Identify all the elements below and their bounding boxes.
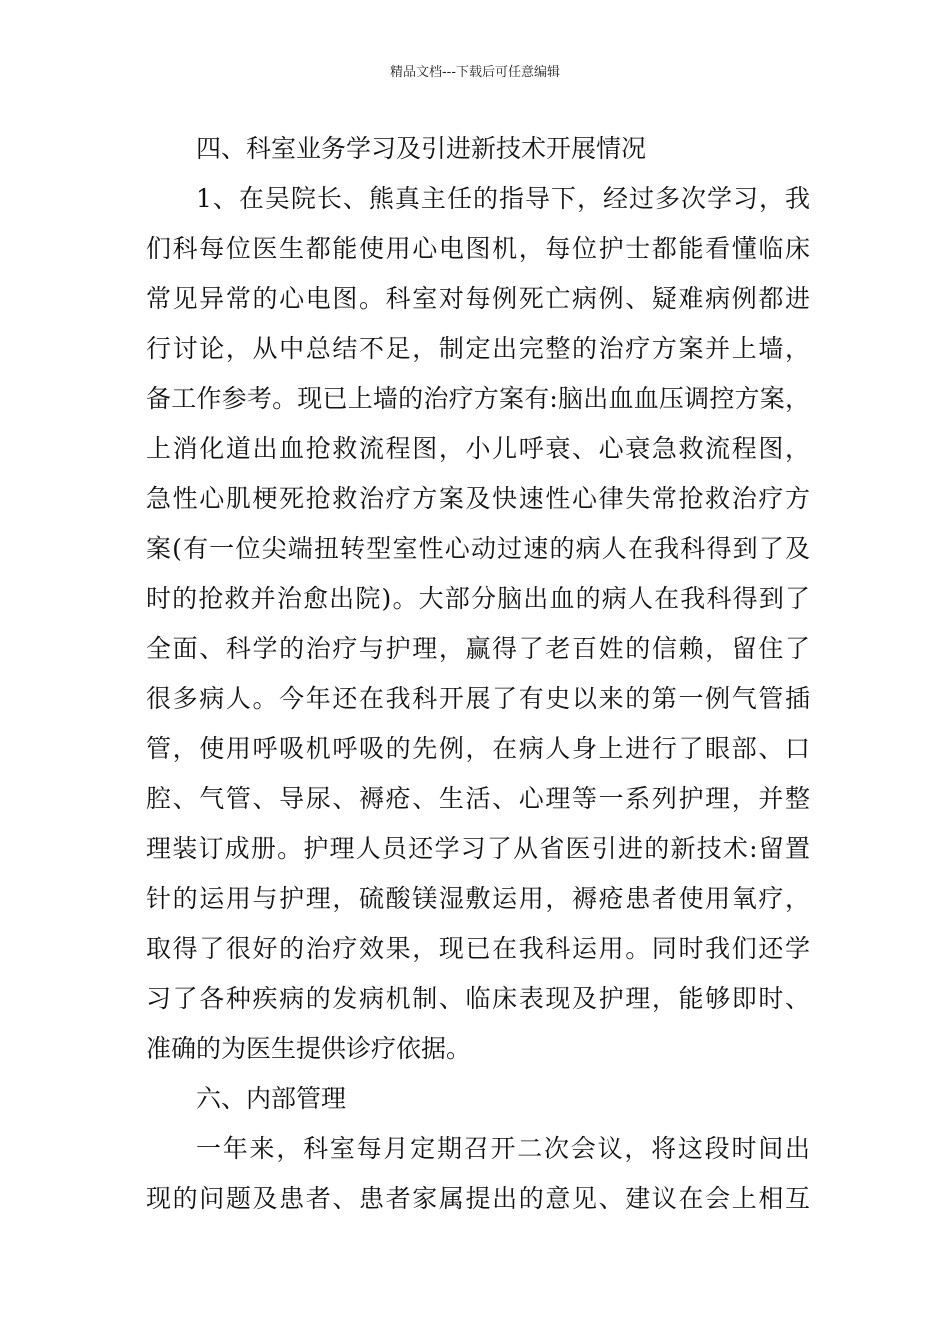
paragraph-line: 们科每位医生都能使用心电图机，每位护士都能看懂临床 xyxy=(146,234,810,263)
paragraph-line: 一年来，科室每月定期召开二次会议，将这段时间出 xyxy=(196,1134,810,1163)
section-heading-6: 六、内部管理 xyxy=(196,1084,347,1113)
page-header: 精品文档---下载后可任意编辑 xyxy=(389,65,561,80)
paragraph-line: 常见异常的心电图。科室对每例死亡病例、疑难病例都进 xyxy=(146,284,810,313)
paragraph-line: 全面、科学的治疗与护理，赢得了老百姓的信赖，留住了 xyxy=(146,634,810,663)
paragraph-line: 案(有一位尖端扭转型室性心动过速的病人在我科得到了及 xyxy=(146,534,810,563)
paragraph-line: 1、在吴院长、熊真主任的指导下，经过多次学习，我 xyxy=(196,184,810,213)
paragraph-line: 习了各种疾病的发病机制、临床表现及护理，能够即时、 xyxy=(146,984,810,1013)
paragraph-line: 管，使用呼吸机呼吸的先例，在病人身上进行了眼部、口 xyxy=(146,734,810,763)
paragraph-line: 很多病人。今年还在我科开展了有史以来的第一例气管插 xyxy=(146,684,810,713)
section-heading-4: 四、科室业务学习及引进新技术开展情况 xyxy=(196,134,647,163)
paragraph-line: 备工作参考。现已上墙的治疗方案有:脑出血血压调控方案， xyxy=(146,384,810,413)
paragraph-line: 现的问题及患者、患者家属提出的意见、建议在会上相互 xyxy=(146,1184,810,1213)
paragraph-line: 急性心肌梗死抢救治疗方案及快速性心律失常抢救治疗方 xyxy=(146,484,810,513)
paragraph-line: 取得了很好的治疗效果，现已在我科运用。同时我们还学 xyxy=(146,934,810,963)
paragraph-line: 行讨论，从中总结不足，制定出完整的治疗方案并上墙， xyxy=(146,334,810,363)
paragraph-line: 上消化道出血抢救流程图，小儿呼衰、心衰急救流程图， xyxy=(146,434,810,463)
document-body xyxy=(146,124,810,1224)
paragraph-line: 腔、气管、导尿、褥疮、生活、心理等一系列护理，并整 xyxy=(146,784,810,813)
paragraph-line: 理装订成册。护理人员还学习了从省医引进的新技术:留置 xyxy=(146,834,810,863)
paragraph-line: 针的运用与护理，硫酸镁湿敷运用，褥疮患者使用氧疗， xyxy=(146,884,810,913)
paragraph-line: 准确的为医生提供诊疗依据。 xyxy=(146,1034,472,1063)
paragraph-line: 时的抢救并治愈出院)。大部分脑出血的病人在我科得到了 xyxy=(146,584,810,613)
